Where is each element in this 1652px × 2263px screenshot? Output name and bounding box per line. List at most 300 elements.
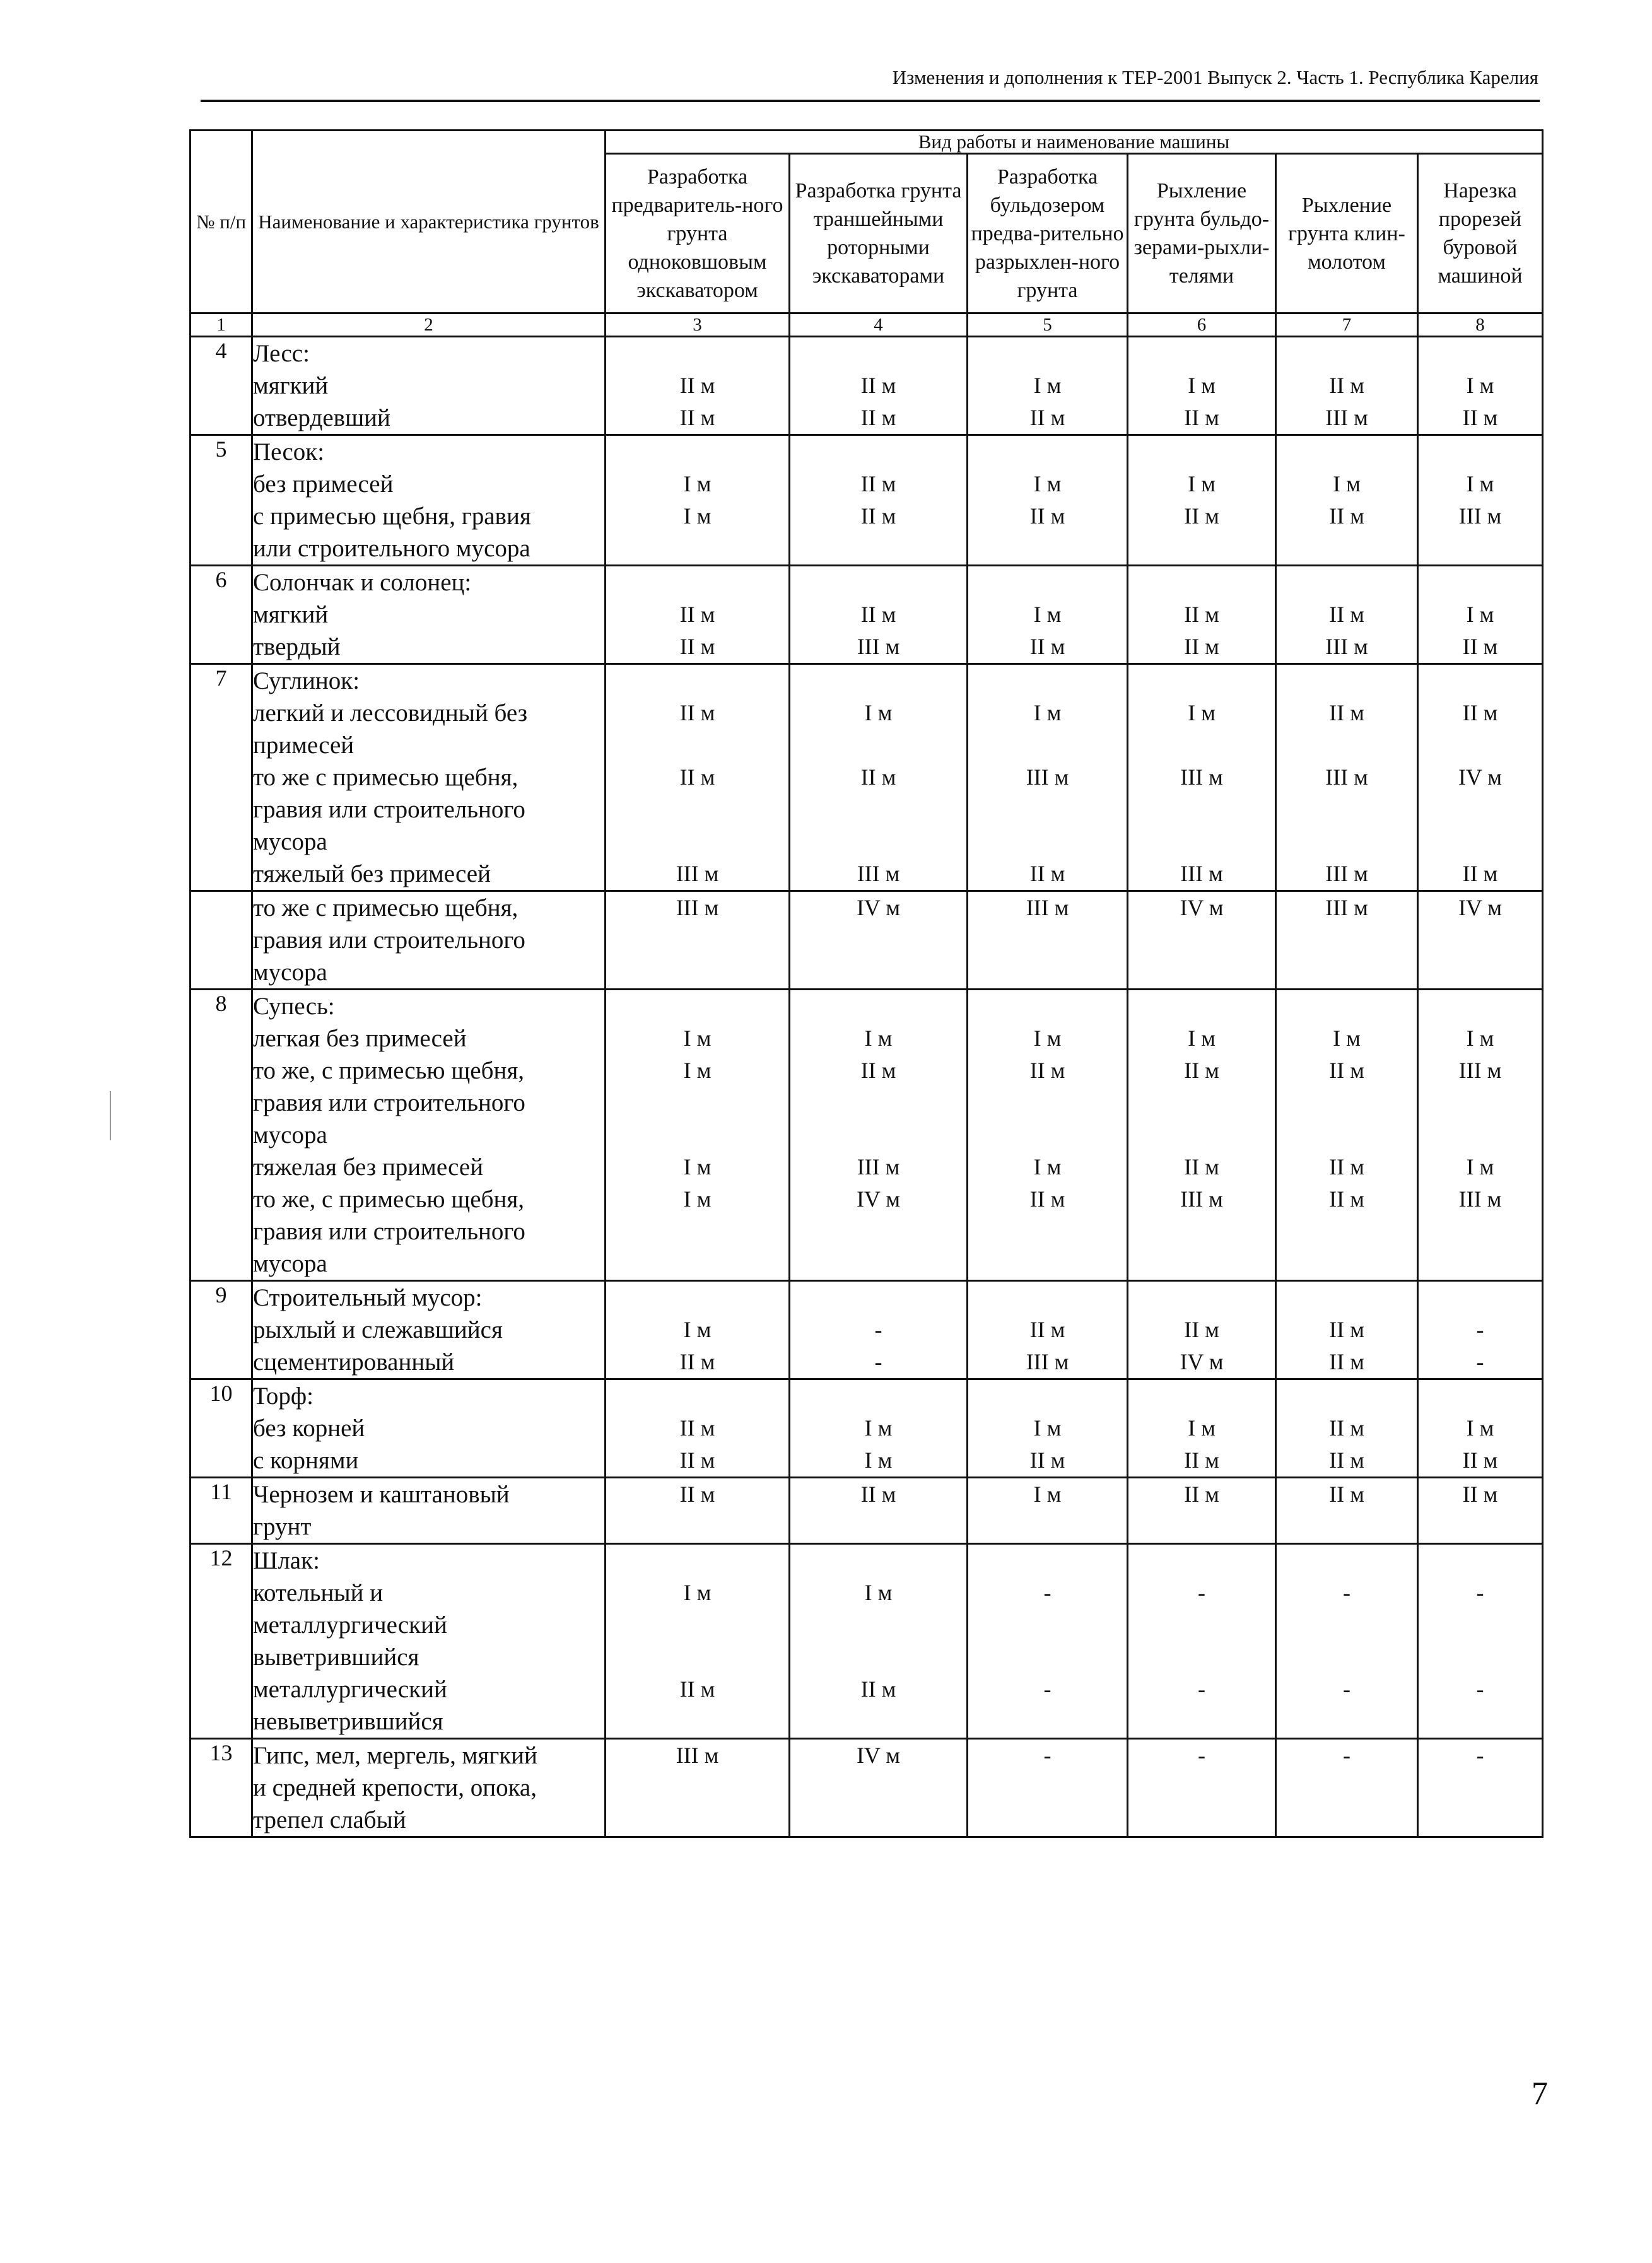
category-cell-col-5 <box>968 1544 1128 1739</box>
category-value <box>1419 1705 1542 1738</box>
category-value <box>1277 665 1417 697</box>
category-cell-col-8 <box>1418 990 1543 1281</box>
category-value: III м <box>1026 895 1069 920</box>
table-row <box>190 435 1543 566</box>
category-value <box>1419 1641 1542 1673</box>
header-soil-name: Наименование и характеристика грунтов <box>252 131 606 313</box>
category-value <box>790 1609 966 1641</box>
soil-name-line: Песок: <box>253 438 325 465</box>
running-header: Изменения и дополнения к ТЕР-2001 Выпуск 2. Часть 1. Республика Карелия <box>892 66 1538 88</box>
row-number: 13 <box>190 1739 252 1837</box>
category-value: - <box>1198 1743 1205 1768</box>
category-value: II м <box>1029 634 1065 659</box>
category-cell-col-3 <box>606 1281 790 1379</box>
category-value: IV м <box>856 895 901 920</box>
category-value <box>1277 337 1417 370</box>
category-value: II м <box>1329 1058 1364 1083</box>
row-number: 12 <box>190 1544 252 1739</box>
soil-name-line: Шлак: <box>253 1547 320 1574</box>
category-cell-col-4 <box>790 1478 968 1544</box>
header-col-3: Разработка предваритель-ного грунта одноковшовым экскаватором <box>606 154 790 313</box>
category-value: II м <box>1329 1317 1364 1342</box>
soil-name-cell <box>252 1281 606 1379</box>
category-cell-col-5 <box>968 990 1128 1281</box>
category-value: - <box>1476 1317 1484 1342</box>
category-value: II м <box>1462 1447 1498 1473</box>
category-value <box>1419 566 1542 599</box>
category-value: I м <box>864 1026 893 1051</box>
index-col-3: 3 <box>606 313 790 337</box>
category-value: - <box>1198 1676 1205 1702</box>
category-value <box>790 566 966 599</box>
category-value: III м <box>676 861 719 886</box>
category-value <box>1277 990 1417 1022</box>
category-value <box>790 924 966 956</box>
soil-name-line: металлургический <box>253 1676 447 1703</box>
category-cell-col-7 <box>1276 1281 1418 1379</box>
soil-name-line: без корней <box>253 1415 365 1442</box>
soil-category-table <box>189 129 1544 1838</box>
category-value <box>1277 1545 1417 1577</box>
category-value <box>606 337 788 370</box>
category-value: II м <box>1329 503 1364 529</box>
category-value: II м <box>1462 634 1498 659</box>
category-value <box>968 566 1127 599</box>
category-value <box>968 1545 1127 1577</box>
category-value <box>790 1248 966 1280</box>
category-value <box>606 1511 788 1543</box>
row-number: 9 <box>190 1281 252 1379</box>
category-value <box>1277 1380 1417 1412</box>
category-value: - <box>1476 1743 1484 1768</box>
category-value <box>606 1705 788 1738</box>
category-value <box>790 1282 966 1314</box>
soil-name-cell <box>252 664 606 891</box>
table-body <box>190 337 1543 1837</box>
soil-name-line: легкий и лессовидный без <box>253 699 528 727</box>
soil-name-line: металлургический <box>253 1611 447 1639</box>
category-value: III м <box>1458 1186 1502 1212</box>
header-col-7: Рыхление грунта клин-молотом <box>1276 154 1418 313</box>
category-value: IV м <box>1458 895 1503 920</box>
category-value: I м <box>1033 1154 1062 1179</box>
category-value <box>606 729 788 761</box>
soil-name-line: мусора <box>253 828 327 855</box>
category-value: II м <box>1329 1482 1364 1507</box>
category-cell-col-7 <box>1276 990 1418 1281</box>
category-value <box>790 1511 966 1543</box>
category-value: II м <box>1184 1317 1219 1342</box>
category-value <box>790 990 966 1022</box>
category-cell-col-4 <box>790 1281 968 1379</box>
category-value: - <box>874 1349 882 1374</box>
category-cell-col-5 <box>968 435 1128 566</box>
category-value <box>606 566 788 599</box>
table-row <box>190 1379 1543 1478</box>
category-value: I м <box>864 1447 893 1473</box>
category-cell-col-3 <box>606 566 790 664</box>
category-value: II м <box>679 1447 715 1473</box>
category-cell-col-7 <box>1276 1379 1418 1478</box>
category-value <box>790 1772 966 1804</box>
category-cell-col-4 <box>790 566 968 664</box>
row-number: 5 <box>190 435 252 566</box>
category-cell-col-8 <box>1418 1379 1543 1478</box>
category-cell-col-3 <box>606 435 790 566</box>
category-value: III м <box>1026 1349 1069 1374</box>
category-value: II м <box>1329 1447 1364 1473</box>
index-col-1: 1 <box>190 313 252 337</box>
category-value <box>790 1119 966 1151</box>
category-value: II м <box>860 764 896 790</box>
category-value: II м <box>1462 405 1498 430</box>
soil-name-line: с корнями <box>253 1447 359 1474</box>
category-value <box>1419 1609 1542 1641</box>
category-value <box>606 436 788 468</box>
category-value <box>1277 1772 1417 1804</box>
category-value <box>606 1804 788 1836</box>
category-value: III м <box>1325 861 1368 886</box>
category-cell-col-5 <box>968 337 1128 435</box>
category-cell-col-6 <box>1128 337 1276 435</box>
category-value: II м <box>1029 1186 1065 1212</box>
category-value: II м <box>860 1058 896 1083</box>
category-value: II м <box>1329 373 1364 398</box>
category-value <box>1277 924 1417 956</box>
category-value <box>1419 924 1542 956</box>
category-value <box>790 1641 966 1673</box>
category-cell-col-4 <box>790 664 968 891</box>
category-value <box>1277 826 1417 858</box>
category-cell-col-5 <box>968 1281 1128 1379</box>
category-value <box>1128 1641 1275 1673</box>
category-value: - <box>1343 1676 1350 1702</box>
category-value <box>1419 729 1542 761</box>
category-value: II м <box>860 1482 896 1507</box>
category-value <box>1128 532 1275 564</box>
category-value: II м <box>1329 1415 1364 1441</box>
category-value <box>606 1119 788 1151</box>
category-value <box>790 1705 966 1738</box>
category-value <box>968 337 1127 370</box>
category-value: I м <box>1466 1154 1494 1179</box>
category-value <box>1277 436 1417 468</box>
category-cell-col-4 <box>790 337 968 435</box>
category-cell-col-5 <box>968 1739 1128 1837</box>
soil-name-line: котельный и <box>253 1579 384 1606</box>
category-value <box>606 1772 788 1804</box>
category-value: I м <box>864 700 893 725</box>
category-value: I м <box>683 1317 712 1342</box>
category-value <box>968 793 1127 826</box>
category-cell-col-3 <box>606 1544 790 1739</box>
category-value <box>1419 826 1542 858</box>
category-value <box>606 1282 788 1314</box>
category-cell-col-3 <box>606 337 790 435</box>
category-value: I м <box>1466 373 1494 398</box>
category-value: II м <box>1029 1447 1065 1473</box>
category-value: I м <box>1466 1415 1494 1441</box>
soil-name-line: гравия или строительного <box>253 796 525 823</box>
row-number: 8 <box>190 990 252 1281</box>
page-number: 7 <box>1532 2076 1548 2112</box>
category-value: I м <box>683 1058 712 1083</box>
category-cell-col-4 <box>790 1379 968 1478</box>
category-value: III м <box>857 861 900 886</box>
soil-name-line: мусора <box>253 959 327 986</box>
category-value: II м <box>1329 1349 1364 1374</box>
category-value: - <box>1043 1676 1052 1702</box>
category-value <box>968 1609 1127 1641</box>
category-value: II м <box>1184 1447 1219 1473</box>
category-value: I м <box>683 471 712 496</box>
soil-name-line: Чернозем и каштановый <box>253 1481 510 1508</box>
category-value: I м <box>1333 471 1361 496</box>
category-value <box>968 990 1127 1022</box>
table-row <box>190 1478 1543 1544</box>
category-value <box>1128 1380 1275 1412</box>
category-value <box>968 1511 1127 1543</box>
category-value <box>968 532 1127 564</box>
soil-name-cell <box>252 990 606 1281</box>
category-value <box>606 990 788 1022</box>
category-value: II м <box>1029 1317 1065 1342</box>
category-value <box>790 436 966 468</box>
category-value <box>1419 436 1542 468</box>
category-value <box>968 1641 1127 1673</box>
category-cell-col-3 <box>606 1379 790 1478</box>
category-value: I м <box>683 503 712 529</box>
category-value: II м <box>1329 1186 1364 1212</box>
category-value: II м <box>1462 1482 1498 1507</box>
soil-name-line: выветрившийся <box>253 1644 419 1671</box>
category-value: IV м <box>1180 1349 1224 1374</box>
category-value <box>968 956 1127 988</box>
category-value <box>1277 1804 1417 1836</box>
table-row <box>190 1739 1543 1837</box>
category-value <box>1419 793 1542 826</box>
category-value: I м <box>1188 1026 1216 1051</box>
category-value <box>1128 665 1275 697</box>
category-value <box>968 1282 1127 1314</box>
category-value: I м <box>1033 471 1062 496</box>
category-cell-col-4 <box>790 1544 968 1739</box>
row-number: 11 <box>190 1478 252 1544</box>
category-cell-col-4 <box>790 435 968 566</box>
category-value: II м <box>679 1415 715 1441</box>
category-value: - <box>1198 1580 1205 1605</box>
category-value <box>1419 1282 1542 1314</box>
category-value: - <box>1476 1676 1484 1702</box>
category-value: III м <box>857 634 900 659</box>
index-col-2: 2 <box>252 313 606 337</box>
category-value: IV м <box>1458 764 1503 790</box>
category-value: I м <box>683 1154 712 1179</box>
category-value: III м <box>1026 764 1069 790</box>
table-row <box>190 664 1543 891</box>
soil-name-line: то же с примесью щебня, <box>253 764 518 791</box>
category-value <box>790 1804 966 1836</box>
soil-name-line: невыветрившийся <box>253 1708 443 1735</box>
row-number: 10 <box>190 1379 252 1478</box>
soil-name-line: Супесь: <box>253 993 335 1020</box>
header-col-8: Нарезка прорезей буровой машиной <box>1418 154 1543 313</box>
category-cell-col-4 <box>790 891 968 990</box>
soil-name-line: то же с примесью щебня, <box>253 894 518 921</box>
category-value: I м <box>683 1186 712 1212</box>
category-value: I м <box>1188 1415 1216 1441</box>
category-value: I м <box>1188 471 1216 496</box>
category-value <box>1419 956 1542 988</box>
category-value: I м <box>1033 1482 1062 1507</box>
category-value <box>1419 1215 1542 1248</box>
header-work-type: Вид работы и наименование машины <box>606 131 1543 154</box>
soil-name-line: твердый <box>253 633 341 660</box>
category-value <box>1128 826 1275 858</box>
category-value <box>1277 1282 1417 1314</box>
category-value: II м <box>1029 861 1065 886</box>
category-value: II м <box>860 373 896 398</box>
row-number <box>190 891 252 990</box>
category-value: II м <box>679 1482 715 1507</box>
category-cell-col-5 <box>968 1379 1128 1478</box>
soil-name-line: то же, с примесью щебня, <box>253 1186 525 1213</box>
category-value: I м <box>1033 1026 1062 1051</box>
soil-name-line: мягкий <box>253 372 329 399</box>
category-value: III м <box>1180 861 1223 886</box>
category-value: II м <box>1184 1058 1219 1083</box>
category-value <box>606 924 788 956</box>
category-cell-col-5 <box>968 566 1128 664</box>
soil-name-line: с примесью щебня, гравия <box>253 503 531 530</box>
category-value <box>1128 793 1275 826</box>
soil-name-line: Гипс, мел, мергель, мягкий <box>253 1742 537 1769</box>
category-value <box>1419 337 1542 370</box>
category-value: - <box>874 1317 882 1342</box>
category-value <box>968 1119 1127 1151</box>
soil-name-cell <box>252 337 606 435</box>
index-col-7: 7 <box>1276 313 1418 337</box>
category-value <box>1419 665 1542 697</box>
table-row <box>190 566 1543 664</box>
category-cell-col-6 <box>1128 1544 1276 1739</box>
category-value <box>606 1609 788 1641</box>
category-value <box>790 337 966 370</box>
category-value <box>1128 1087 1275 1119</box>
category-cell-col-5 <box>968 1478 1128 1544</box>
category-value: II м <box>679 1349 715 1374</box>
soil-name-line: или строительного мусора <box>253 535 530 562</box>
category-value <box>1277 1119 1417 1151</box>
category-cell-col-3 <box>606 891 790 990</box>
category-value: I м <box>864 1580 893 1605</box>
category-value: II м <box>679 634 715 659</box>
category-value: I м <box>1466 471 1494 496</box>
category-value <box>1277 1641 1417 1673</box>
category-cell-col-7 <box>1276 891 1418 990</box>
category-value: - <box>1476 1580 1484 1605</box>
soil-name-line: Лесс: <box>253 340 310 367</box>
category-value <box>968 665 1127 697</box>
category-cell-col-6 <box>1128 664 1276 891</box>
soil-name-line: грунт <box>253 1513 312 1540</box>
soil-name-line: примесей <box>253 732 354 759</box>
category-value <box>606 1215 788 1248</box>
category-value: II м <box>679 764 715 790</box>
category-value: I м <box>1033 1415 1062 1441</box>
category-value <box>968 729 1127 761</box>
category-value: II м <box>1184 634 1219 659</box>
category-value <box>968 1705 1127 1738</box>
table-row <box>190 337 1543 435</box>
category-value: I м <box>864 1415 893 1441</box>
category-value <box>790 793 966 826</box>
category-value: III м <box>1458 503 1502 529</box>
category-cell-col-7 <box>1276 1544 1418 1739</box>
soil-name-line: то же, с примесью щебня, <box>253 1057 525 1084</box>
soil-name-line: тяжелый без примесей <box>253 860 491 887</box>
category-value <box>1277 793 1417 826</box>
category-value: II м <box>860 471 896 496</box>
category-value <box>606 1545 788 1577</box>
soil-name-cell <box>252 1739 606 1837</box>
category-value: IV м <box>856 1743 901 1768</box>
category-value <box>1419 1545 1542 1577</box>
soil-name-line: мусора <box>253 1121 327 1149</box>
category-value: I м <box>683 1580 712 1605</box>
soil-name-cell <box>252 1544 606 1739</box>
table-row <box>190 990 1543 1281</box>
category-value: I м <box>1466 602 1494 627</box>
category-value <box>1419 1248 1542 1280</box>
category-value: I м <box>1033 602 1062 627</box>
category-value <box>1277 1087 1417 1119</box>
header-col-6: Рыхление грунта бульдо-зерами-рыхли-телями <box>1128 154 1276 313</box>
category-value <box>1277 1248 1417 1280</box>
category-value <box>1128 1511 1275 1543</box>
category-value <box>606 1380 788 1412</box>
category-value <box>1277 1705 1417 1738</box>
category-value <box>968 1380 1127 1412</box>
category-value <box>1128 729 1275 761</box>
category-value: III м <box>1325 634 1368 659</box>
category-value <box>968 1248 1127 1280</box>
category-cell-col-3 <box>606 990 790 1281</box>
category-value: II м <box>860 503 896 529</box>
category-value <box>968 826 1127 858</box>
category-value: II м <box>679 1676 715 1702</box>
category-value <box>606 1087 788 1119</box>
category-value: II м <box>1029 503 1065 529</box>
category-value <box>1277 956 1417 988</box>
category-value <box>790 665 966 697</box>
row-number: 4 <box>190 337 252 435</box>
category-value: I м <box>1188 700 1216 725</box>
category-cell-col-7 <box>1276 664 1418 891</box>
category-value <box>1128 566 1275 599</box>
category-value: II м <box>1184 1154 1219 1179</box>
category-value <box>790 1215 966 1248</box>
category-value <box>968 436 1127 468</box>
category-value <box>968 1772 1127 1804</box>
category-value <box>968 1087 1127 1119</box>
category-value <box>790 729 966 761</box>
category-cell-col-8 <box>1418 891 1543 990</box>
category-cell-col-7 <box>1276 566 1418 664</box>
category-cell-col-3 <box>606 1478 790 1544</box>
category-value <box>1128 990 1275 1022</box>
table-row <box>190 891 1543 990</box>
